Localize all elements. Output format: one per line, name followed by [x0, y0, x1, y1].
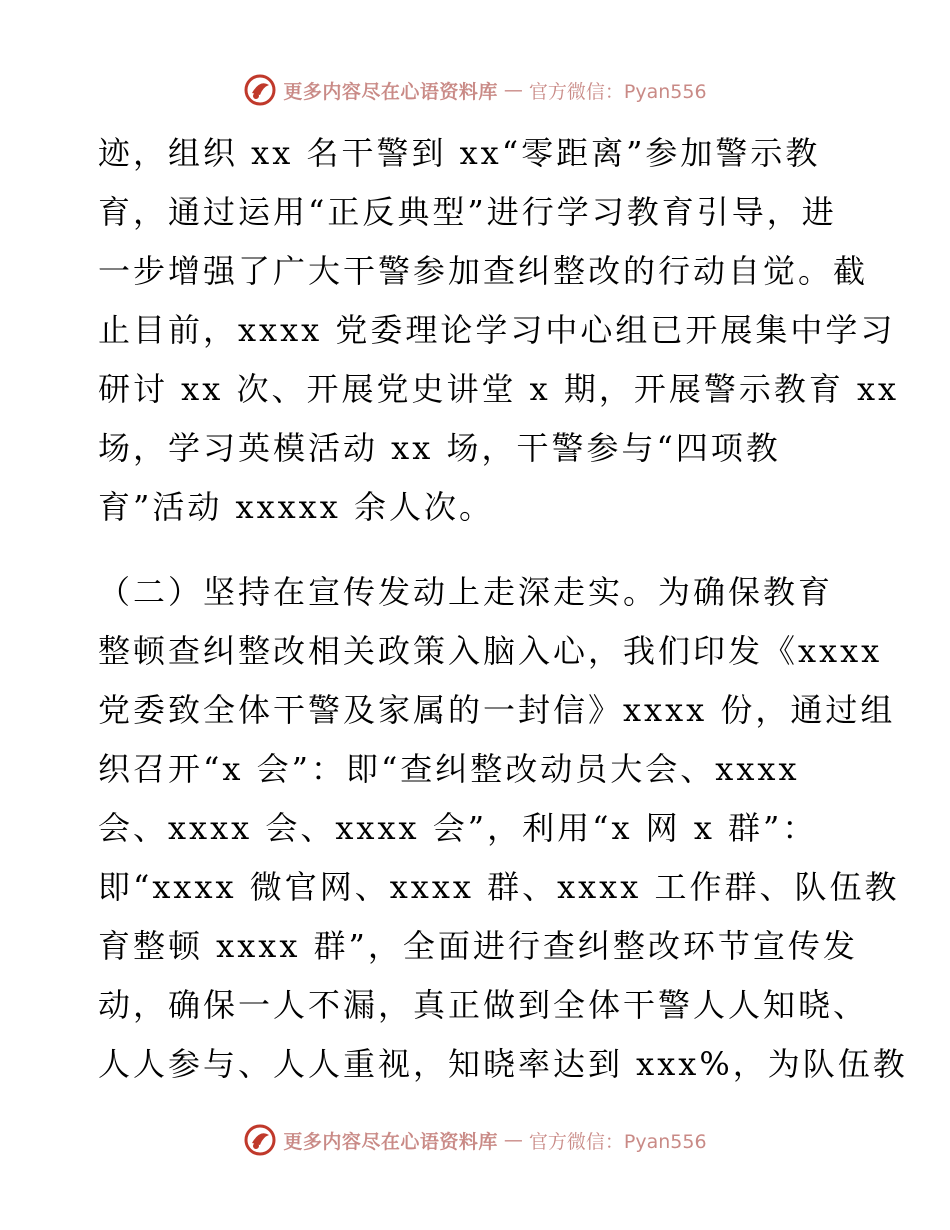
text-line: （二）坚持在宣传发动上走深走实。为确保教育	[98, 573, 834, 611]
text-line: 会、xxxx 会、xxxx 会”，利用“x 网 x 群”：	[98, 809, 818, 847]
brand-logo-icon	[243, 73, 277, 107]
text-line: 育整顿 xxxx 群”，全面进行查纠整改环节宣传发	[98, 927, 858, 965]
text-line: 即“xxxx 微官网、xxxx 群、xxxx 工作群、队伍教	[98, 868, 900, 906]
text-line: 党委致全体干警及家属的一封信》xxxx 份，通过组	[98, 691, 896, 729]
watermark-title: 更多内容尽在心语资料库	[283, 80, 498, 103]
header-watermark	[0, 70, 950, 110]
text-line: 人人参与、人人重视，知晓率达到 xxx%，为队伍教	[98, 1045, 908, 1083]
text-line: 整顿查纠整改相关政策入脑入心，我们印发《xxxx	[98, 632, 883, 670]
text-line: 研讨 xx 次、开展党史讲堂 x 期，开展警示教育 xx	[98, 370, 900, 408]
watermark-dash: —	[503, 1129, 523, 1151]
text-line: 育”活动 xxxxx 余人次。	[98, 488, 494, 526]
paragraph-1	[98, 124, 900, 537]
text-line: 迹，组织 xx 名干警到 xx“零距离”参加警示教	[98, 134, 821, 172]
footer-watermark	[0, 1120, 950, 1160]
text-line: 止目前，xxxx 党委理论学习中心组已开展集中学习	[98, 311, 896, 349]
text-line: 一步增强了广大干警参加查纠整改的行动自觉。截	[98, 252, 869, 290]
text-line: 育，通过运用“正反典型”进行学习教育引导，进	[98, 193, 837, 231]
watermark-banner	[243, 1123, 706, 1157]
paragraph-gap	[98, 537, 868, 563]
text-line: 织召开“x 会”：即“查纠整改动员大会、xxxx	[98, 750, 800, 788]
document-body	[98, 124, 908, 1094]
text-line: 动，确保一人不漏，真正做到全体干警人人知晓、	[98, 986, 869, 1024]
brand-logo-icon	[243, 1123, 277, 1157]
watermark-contact: 官方微信：Pyan556	[528, 1130, 707, 1153]
watermark-banner	[243, 73, 706, 107]
watermark-contact: 官方微信：Pyan556	[528, 80, 707, 103]
paragraph-2	[98, 563, 908, 1094]
watermark-title: 更多内容尽在心语资料库	[283, 1130, 498, 1153]
watermark-dash: —	[503, 79, 523, 101]
text-line: 场，学习英模活动 xx 场，干警参与“四项教	[98, 429, 781, 467]
